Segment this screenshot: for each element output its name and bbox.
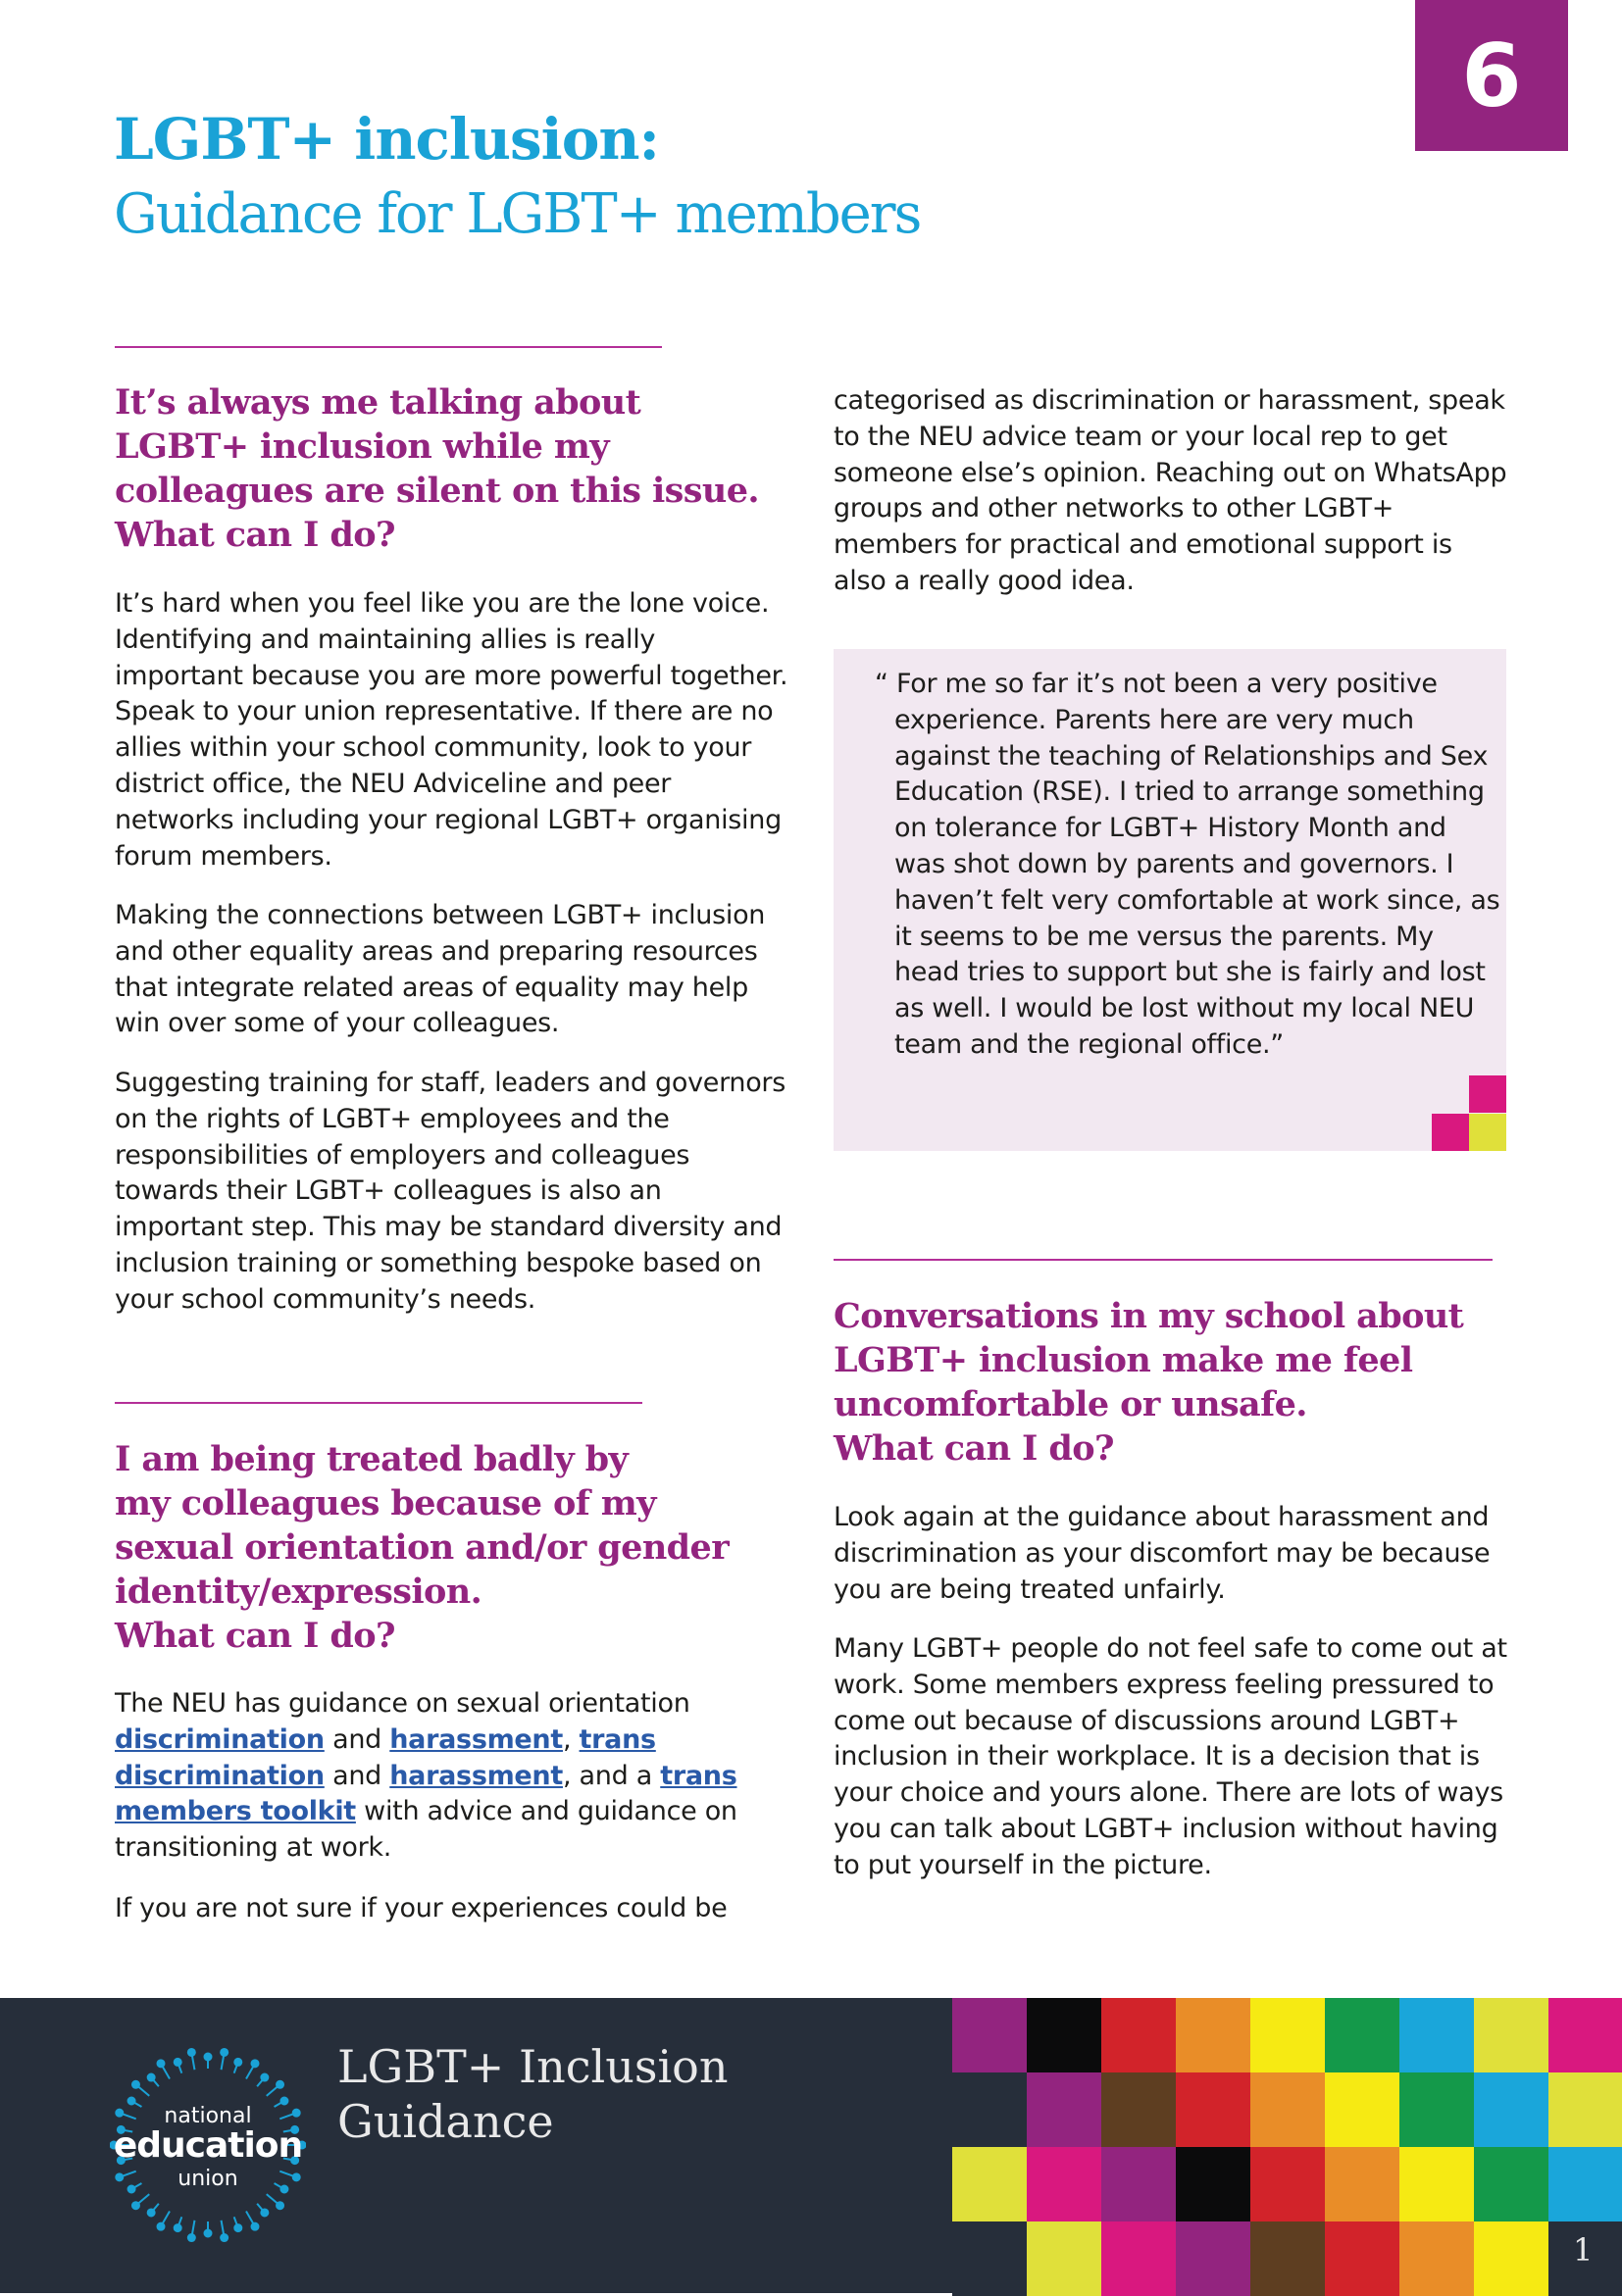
footer-title-line: LGBT+ Inclusion: [337, 2040, 729, 2093]
body-paragraph: Suggesting training for staff, leaders and governors on the rights of LGBT+ employees and the responsibilities of employers and colleagues towards their LGBT+ colleagues is also an important step. This may be standard diversity and inclusion training or something bespoke based on your school community’s needs.: [115, 1068, 786, 1315]
section-divider: [834, 1259, 1493, 1261]
page-number-tab: 6: [1415, 0, 1568, 151]
logo-dot: [157, 2060, 165, 2068]
heading-line: my colleagues because of my: [115, 1483, 656, 1523]
body-text: with advice and guidance on transitioning at work.: [115, 1796, 737, 1864]
mosaic-square: [952, 1998, 1027, 2072]
trans-harassment-link[interactable]: harassment: [389, 1760, 563, 1791]
mosaic-square: [1548, 2147, 1622, 2221]
heading-line: I am being treated badly by: [115, 1439, 629, 1479]
mosaic-square: [1101, 1998, 1176, 2072]
logo-dot: [234, 2058, 242, 2066]
body-text: and: [324, 1760, 390, 1791]
footer-title: [337, 2039, 728, 2149]
mosaic-square: [1325, 2072, 1399, 2147]
logo-line-education: education: [113, 2125, 303, 2166]
heading-line: sexual orientation and/or gender: [115, 1527, 730, 1568]
mosaic-square: [1176, 1998, 1250, 2072]
body-paragraph: If you are not sure if your experiences could be: [115, 1893, 728, 1923]
mosaic-square: [1399, 2221, 1474, 2296]
mosaic-square: [1399, 2072, 1474, 2147]
page-title: LGBT+ inclusion:: [114, 106, 659, 173]
logo-dot: [204, 2053, 212, 2061]
logo-line-union: union: [177, 2167, 238, 2191]
logo-dot: [251, 2060, 259, 2068]
logo-dot: [174, 2224, 181, 2232]
trans-members-toolkit-link[interactable]: trans members toolkit: [115, 1760, 737, 1827]
section-divider: [115, 1402, 642, 1404]
logo-dot: [131, 2202, 139, 2210]
logo-dot: [234, 2224, 242, 2232]
heading-line: LGBT+ inclusion while my: [115, 426, 610, 467]
quote-box: [834, 649, 1506, 1151]
heading-line: Conversations in my school about: [834, 1296, 1464, 1336]
logo-dot: [147, 2209, 155, 2217]
mosaic-square: [1399, 2147, 1474, 2221]
logo-line-national: national: [164, 2104, 252, 2128]
section-heading: [115, 380, 821, 557]
mosaic-square: [1325, 1998, 1399, 2072]
body-text: The NEU has guidance on sexual orientation: [115, 1688, 690, 1719]
mosaic-square: [1250, 2221, 1325, 2296]
mosaic-square: [1474, 2147, 1548, 2221]
mosaic-square: [1474, 2072, 1548, 2147]
logo-dot: [204, 2229, 212, 2237]
footer: [0, 1998, 1622, 2293]
mosaic-square: [952, 2221, 1027, 2296]
body-paragraph: [115, 1686, 791, 1867]
logo-dot: [277, 2080, 284, 2088]
logo-dot: [187, 2048, 195, 2056]
mosaic-square: [1027, 2221, 1101, 2296]
body-paragraph: Many LGBT+ people do not feel safe to come out at work. Some members express feeling pressured to come out because of discussions around LGBT+ inclusion in their workplace. It is a decision that is your choice and yours alone. There are lots of ways you can talk about LGBT+ inclusion without having to put yourself in the picture.: [834, 1633, 1507, 1880]
mosaic-square: [1176, 2147, 1250, 2221]
mosaic-square: [1325, 2221, 1399, 2296]
heading-line: colleagues are silent on this issue.: [115, 471, 759, 511]
body-paragraph: categorised as discrimination or harassment, speak to the NEU advice team or your local rep to get someone else’s opinion. Reaching out on WhatsApp groups and other networks to other LGBT+ members for practical and emotional support is also a really good idea.: [834, 385, 1507, 596]
heading-line: What can I do?: [115, 1616, 395, 1656]
body-paragraph: Look again at the guidance about harassment and discrimination as your discomfort may be because you are being treated unfairly.: [834, 1502, 1491, 1605]
mosaic-square: [1101, 2072, 1176, 2147]
heading-line: What can I do?: [115, 515, 395, 555]
section-heading: [834, 1294, 1540, 1471]
logo-dot: [277, 2202, 284, 2210]
heading-line: identity/expression.: [115, 1572, 482, 1612]
logo-dot: [251, 2222, 259, 2230]
logo-dot: [261, 2209, 269, 2217]
sexual-orientation-harassment-link[interactable]: harassment: [389, 1723, 563, 1755]
logo-dot: [187, 2234, 195, 2242]
logo-dot: [174, 2058, 181, 2066]
mosaic-square: [1027, 2072, 1101, 2147]
mosaic-square: [952, 2147, 1027, 2221]
logo-dot: [221, 2048, 228, 2056]
neu-logo: [110, 2047, 306, 2243]
body-text: and: [324, 1723, 390, 1755]
logo-dot: [131, 2080, 139, 2088]
mosaic-square: [1399, 1998, 1474, 2072]
decorative-square: [1469, 1075, 1506, 1113]
decorative-square: [1469, 1114, 1506, 1151]
section-heading: [115, 1437, 821, 1658]
heading-line: What can I do?: [834, 1428, 1114, 1469]
logo-dot: [147, 2073, 155, 2081]
footer-title-line: Guidance: [337, 2095, 554, 2148]
mosaic-square: [1474, 2221, 1548, 2296]
body-paragraph: It’s hard when you feel like you are the lone voice. Identifying and maintaining allies is really important because you are more powerful together. Speak to your union representative. If there are no allies within your school community, look to your district office, the NEU Adviceline and peer networks including your regional LGBT+ organising forum members.: [115, 588, 788, 872]
heading-line: It’s always me talking about: [115, 382, 641, 423]
page-subtitle: Guidance for LGBT+ members: [114, 182, 921, 246]
mosaic-square: [1101, 2221, 1176, 2296]
decorative-square: [1432, 1114, 1469, 1151]
body-text: , and a: [562, 1760, 661, 1791]
body-text: ,: [562, 1723, 580, 1755]
mosaic-square: [1101, 2147, 1176, 2221]
mosaic-square: [1176, 2072, 1250, 2147]
mosaic-square: [1548, 2072, 1622, 2147]
logo-dot: [221, 2234, 228, 2242]
body-paragraph: Making the connections between LGBT+ inclusion and other equality areas and preparing resources that integrate related areas of equality may help win over some of your colleagues.: [115, 900, 766, 1039]
mosaic-square: [1474, 1998, 1548, 2072]
logo-dot: [157, 2222, 165, 2230]
footer-page-number: 1: [1573, 2231, 1594, 2269]
mosaic-square: [1176, 2221, 1250, 2296]
mosaic-square: [952, 2072, 1027, 2147]
mosaic-square: [1250, 1998, 1325, 2072]
sexual-orientation-discrimination-link[interactable]: discrimination: [115, 1723, 325, 1755]
mosaic-square: [1325, 2147, 1399, 2221]
trans-discrimination-link[interactable]: trans discrimination: [115, 1723, 656, 1791]
mosaic-square: [1250, 2072, 1325, 2147]
logo-dot: [261, 2073, 269, 2081]
member-quote: “ For me so far it’s not been a very positive experience. Parents here are very much against the teaching of Relationships and Sex Education (RSE). I tried to arrange something on tolerance for LGBT+ History Month and was shot down by parents and governors. I haven’t felt very comfortable at work since, as it seems to be me versus the parents. My head tries to support but she is fairly and lost as well. I would be lost without my local NEU team and the regional office.”: [875, 669, 1500, 1060]
mosaic-square: [1027, 2147, 1101, 2221]
mosaic-square: [1250, 2147, 1325, 2221]
heading-line: uncomfortable or unsafe.: [834, 1384, 1307, 1424]
heading-line: LGBT+ inclusion make me feel: [834, 1340, 1413, 1380]
mosaic-square: [1027, 1998, 1101, 2072]
section-divider: [115, 346, 662, 348]
mosaic-square: [1548, 1998, 1622, 2072]
